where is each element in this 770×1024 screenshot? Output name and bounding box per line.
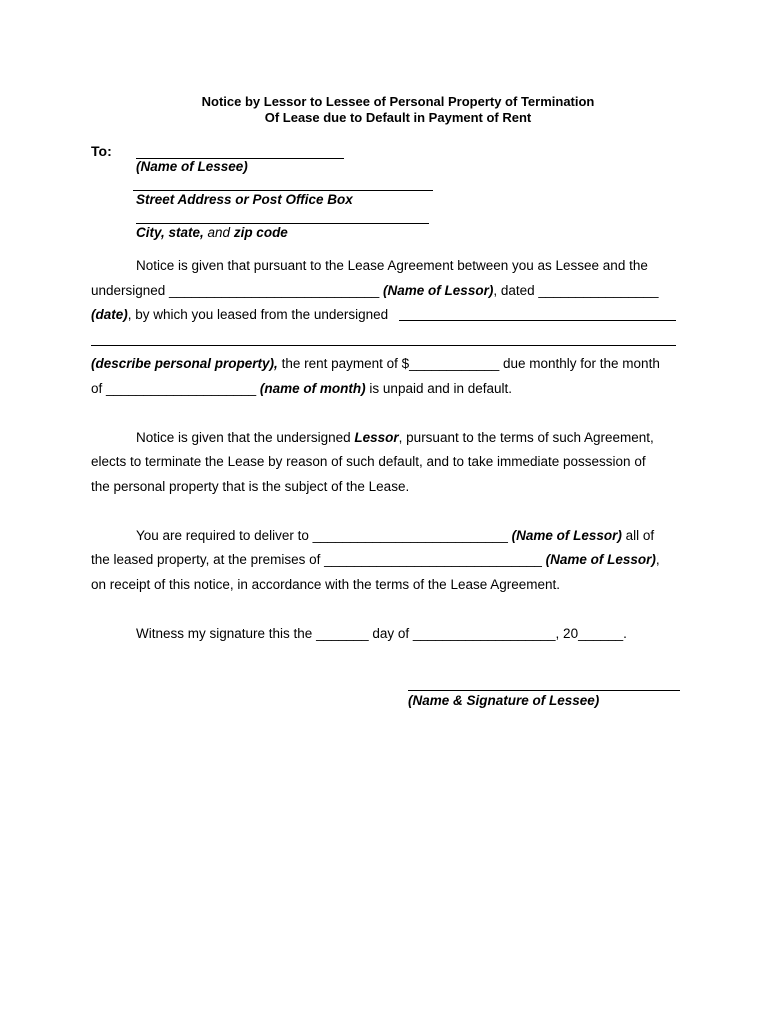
personal-property-line [91,345,676,346]
paragraph-2-line-2: elects to terminate the Lease by reason of such default, and to take immediate possession of [91,454,646,469]
paragraph-1-line-5: (describe personal property), the rent payment of $____________ due monthly for the month [91,356,660,371]
city-state-zip-label: City, state, and zip code [136,225,288,240]
paragraph-2-line-3: the personal property that is the subject of the Lease. [91,479,410,494]
paragraph-1-line-2: undersigned ____________________________ (Name of Lessor), dated ________________ [91,283,659,298]
document-title-line-2: Of Lease due to Default in Payment of Rent [264,110,532,125]
witness-line: Witness my signature this the _______ day of ___________________, 20______. [136,626,627,641]
paragraph-2-line-1: Notice is given that the undersigned Lessor, pursuant to the terms of such Agreement, [136,430,654,445]
paragraph-1-line-1: Notice is given that pursuant to the Lease Agreement between you as Lessee and the [136,258,648,273]
paragraph-3-line-3: on receipt of this notice, in accordance with the terms of the Lease Agreement. [91,577,561,592]
to-label: To: [91,143,112,159]
paragraph-3-line-2: the leased property, at the premises of _____________________________ (Name of Lessor), [91,552,660,567]
street-address-line [133,190,433,191]
street-address-label: Street Address or Post Office Box [136,192,353,207]
paragraph-1-line-6: of ____________________ (name of month) is unpaid and in default. [91,381,513,396]
paragraph-1-line-3: (date), by which you leased from the undersigned [91,307,392,322]
signature-line [408,690,680,691]
city-state-zip-line [136,223,429,224]
lessee-name-label: (Name of Lessee) [136,159,248,174]
signature-label: (Name & Signature of Lessee) [408,693,600,708]
paragraph-3-line-1: You are required to deliver to __________________________ (Name of Lessor) all of [136,528,655,543]
leased-from-line [399,320,676,321]
document-title-line-1: Notice by Lessor to Lessee of Personal Property of Termination [201,94,595,109]
